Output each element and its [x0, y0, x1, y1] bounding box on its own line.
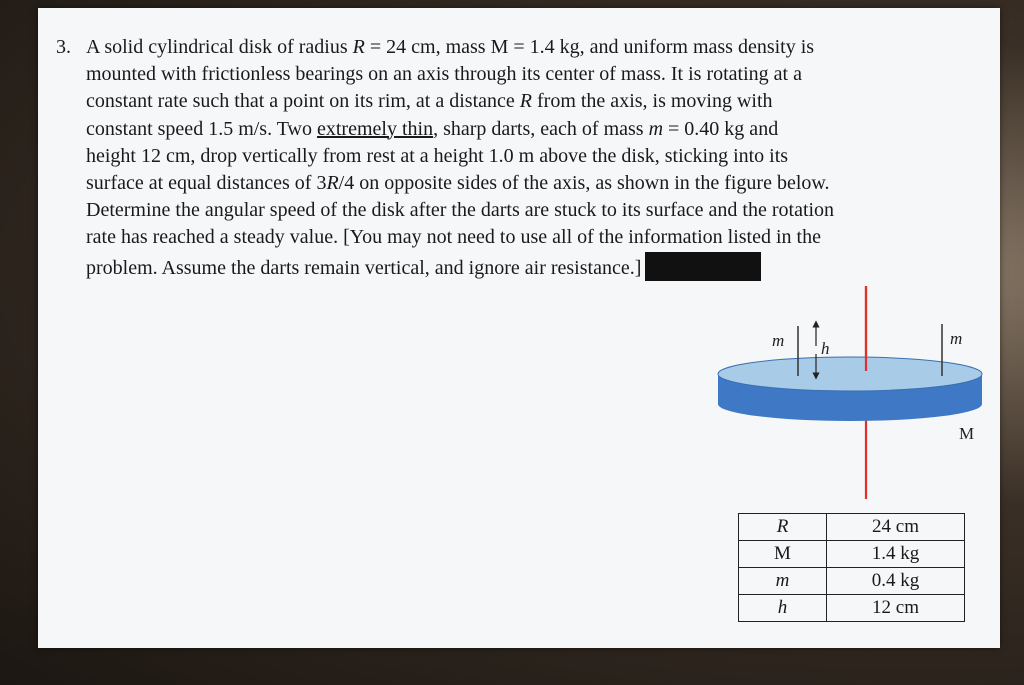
text-run: = 24 cm, mass M = 1.4 kg, and uniform mass density is — [364, 36, 815, 58]
var-m: m — [648, 117, 664, 140]
var-R: R — [326, 172, 339, 195]
text-run: from the axis, is moving with — [532, 90, 773, 113]
text-run: = 0.40 kg and — [663, 117, 779, 140]
text-run: constant speed 1.5 m/s. Two — [86, 117, 317, 140]
problem-line-7 — [56, 197, 986, 224]
text-run: constant rate such that a point on its rim, at a distance — [86, 90, 520, 113]
problem-line-9 — [56, 252, 986, 282]
problem-line-2 — [56, 61, 986, 88]
right-mass-label: m — [950, 329, 963, 348]
symbol-cell: R — [739, 514, 827, 541]
text-run: rate has reached a steady value. [You may not need to use all of the information listed in the — [86, 226, 821, 249]
table-row — [739, 595, 965, 622]
problem-line-3 — [56, 88, 986, 115]
underlined-text: extremely thin — [317, 117, 434, 140]
text-run: /4 on opposite sides of the axis, as shown in the figure below. — [338, 172, 830, 195]
value-cell: 1.4 kg — [827, 541, 965, 568]
value-cell: 0.4 kg — [827, 568, 965, 595]
problem-text — [56, 34, 986, 282]
height-label: h — [821, 339, 830, 358]
problem-line-8 — [56, 224, 986, 251]
table-row — [739, 514, 965, 541]
symbol-cell: m — [739, 568, 827, 595]
text-run: Determine the angular speed of the disk after the darts are stuck to its surface and the rotation — [86, 199, 835, 222]
value-cell: 24 cm — [827, 514, 965, 541]
problem-line-1 — [56, 34, 986, 61]
symbol-cell: h — [739, 595, 827, 622]
text-run: A solid cylindrical disk of radius — [86, 36, 353, 58]
problem-line-5 — [56, 143, 986, 170]
text-run: , sharp darts, each of mass — [433, 117, 649, 140]
disk-mass-label: M — [959, 424, 975, 443]
text-run: mounted with frictionless bearings on an axis through its center of mass. It is rotating at a — [86, 63, 802, 86]
redaction-bar — [645, 252, 761, 281]
table-row — [739, 541, 965, 568]
problem-line-6 — [56, 170, 986, 197]
problem-line-4 — [56, 116, 986, 143]
symbol-cell: M — [739, 541, 827, 568]
value-cell: 12 cm — [827, 595, 965, 622]
values-table — [738, 513, 965, 622]
text-run: surface at equal distances of 3 — [86, 172, 327, 195]
table-row — [739, 568, 965, 595]
disk-figure — [714, 284, 1014, 504]
var-R: R — [519, 90, 532, 113]
text-run: problem. Assume the darts remain vertical, and ignore air resistance.] — [86, 256, 642, 279]
text-run: height 12 cm, drop vertically from rest at a height 1.0 m above the disk, sticking into its — [86, 144, 789, 167]
left-mass-label: m — [772, 331, 785, 350]
problem-number: 3. — [56, 36, 71, 58]
paper-sheet — [38, 8, 1000, 648]
var-R: R — [352, 36, 365, 58]
